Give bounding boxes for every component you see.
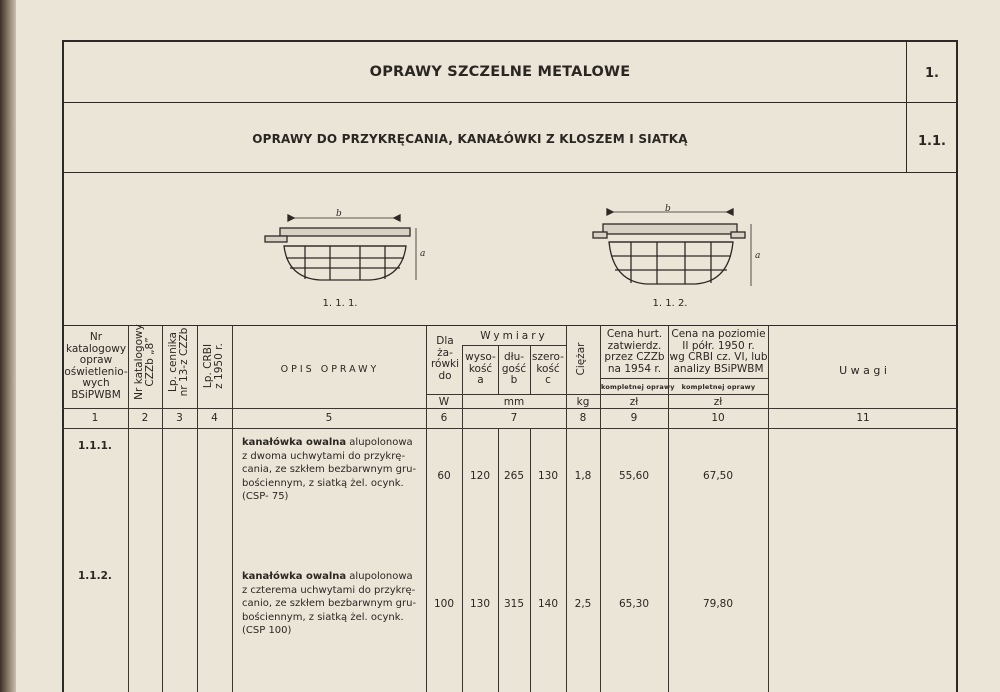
dim-label-a: a (755, 251, 761, 261)
header-height: wyso- kość a (465, 351, 496, 386)
col-line (426, 325, 427, 692)
row-price-1954: 55,60 (618, 470, 650, 482)
col-number: 1 (91, 412, 99, 424)
col-line (668, 325, 669, 692)
col-line (566, 325, 567, 692)
col-line (197, 325, 198, 692)
row-weight: 1,8 (574, 470, 592, 482)
section-title: OPRAWY SZCZELNE METALOWE (369, 64, 631, 80)
col-number: 9 (630, 412, 638, 424)
row-width: 130 (537, 470, 559, 482)
header-crbi: Lp. CRBI z 1950 r. (202, 343, 225, 389)
header-remarks: U w a g i (839, 364, 887, 377)
col-number: 4 (211, 412, 218, 424)
dim-label-b: b (336, 209, 342, 219)
row-height: 130 (469, 598, 491, 610)
col-line (768, 325, 769, 692)
luminaire-drawing-two-mounts (260, 200, 440, 290)
header-price-1950: Cena na poziomie II półr. 1950 r. wg CRBI cz. VI, lub analizy BSiPWBM (669, 328, 768, 375)
col-number: 3 (176, 412, 183, 424)
header-bulb-watts: Dla ża- rówki do (430, 335, 460, 382)
col-number: 2 (141, 412, 149, 424)
header-description: OPIS OPRAWY (280, 364, 380, 375)
col-number: 7 (510, 412, 518, 424)
col-number: 11 (856, 412, 870, 424)
header-catalog-nr: Nr katalogowy opraw oświetlenio- wych BSiPWBM (64, 331, 128, 401)
unit-zl-1954: zł (629, 396, 639, 408)
price-sub-divider (600, 378, 768, 379)
unit-mm: mm (503, 396, 525, 408)
col-number: 10 (711, 412, 725, 424)
figure-caption-1: 1. 1. 1. (322, 298, 358, 309)
row-height: 120 (469, 470, 491, 482)
header-dimensions: Wymiary (480, 330, 548, 342)
col-line (128, 325, 129, 692)
col-number: 8 (579, 412, 587, 424)
row-description: kanałówka owalna alupolonowa z dwoma uchwytami do przykrę- cania, ze szkłem bezbarwnym gru- bościennym, z siatką żel. ocynk. (CSP- 75) (242, 437, 417, 502)
header-price-1950-sub: kompletnej oprawy (681, 383, 756, 391)
subtitle-divider (62, 172, 958, 173)
header-czzb-nr: Nr katalogowy CZZb „8” (133, 324, 156, 400)
row-width: 140 (537, 598, 559, 610)
row-weight: 2,5 (574, 598, 592, 610)
dim-label-a: a (420, 249, 426, 259)
book-spine (0, 0, 16, 692)
row-price-1954: 65,30 (618, 598, 650, 610)
row-price-1950: 79,80 (702, 598, 734, 610)
col-number: 5 (325, 412, 333, 424)
row-description: kanałówka owalna alupolonowa z czterema uchwytami do przykrę- canio, ze szkłem bezbarwnym gru- bościennym, z siatką żel. ocynk. (CSP 100) (242, 571, 417, 636)
col-number: 6 (440, 412, 448, 424)
row-catalog-nr: 1.1.2. (78, 570, 112, 582)
col-line (600, 325, 601, 692)
unit-zl-1950: zł (713, 396, 723, 408)
section-number: 1. (925, 66, 939, 81)
unit-kg: kg (576, 396, 590, 408)
header-width: szero- kość c (532, 351, 564, 386)
subsection-title: OPRAWY DO PRZYKRĘCANIA, KANAŁÓWKI Z KLOSZEM I SIATKĄ (252, 132, 688, 146)
row-length: 315 (503, 598, 525, 610)
title-divider (62, 102, 958, 103)
header-length: dłu- gość b (501, 351, 527, 386)
header-weight: Ciężar (575, 342, 587, 376)
section-number-divider (906, 40, 907, 172)
units-row-divider (426, 394, 768, 395)
unit-watts: W (438, 396, 450, 408)
header-price-1954-sub: kompletnej oprawy (601, 383, 675, 391)
row-watts: 60 (437, 470, 451, 482)
col-line (162, 325, 163, 692)
figure-1-1-1 (260, 200, 440, 290)
dims-group-divider (462, 345, 566, 346)
row-watts: 100 (433, 598, 455, 610)
row-length: 265 (503, 470, 525, 482)
row-catalog-nr: 1.1.1. (78, 440, 112, 452)
figure-1-1-2 (585, 200, 775, 295)
header-price-1954: Cena hurt. zatwierdz. przez CZZb na 1954 r. (604, 328, 665, 375)
col-line (530, 428, 531, 692)
subsection-number: 1.1. (918, 134, 946, 149)
col-line (498, 428, 499, 692)
dim-label-b: b (665, 204, 671, 214)
luminaire-drawing-four-mounts (585, 200, 775, 295)
header-czzb-price-list: Lp. cennika nr 13-z CZZb (167, 327, 190, 397)
col-line (232, 325, 233, 692)
figure-caption-2: 1. 1. 2. (652, 298, 688, 309)
row-price-1950: 67,50 (702, 470, 734, 482)
